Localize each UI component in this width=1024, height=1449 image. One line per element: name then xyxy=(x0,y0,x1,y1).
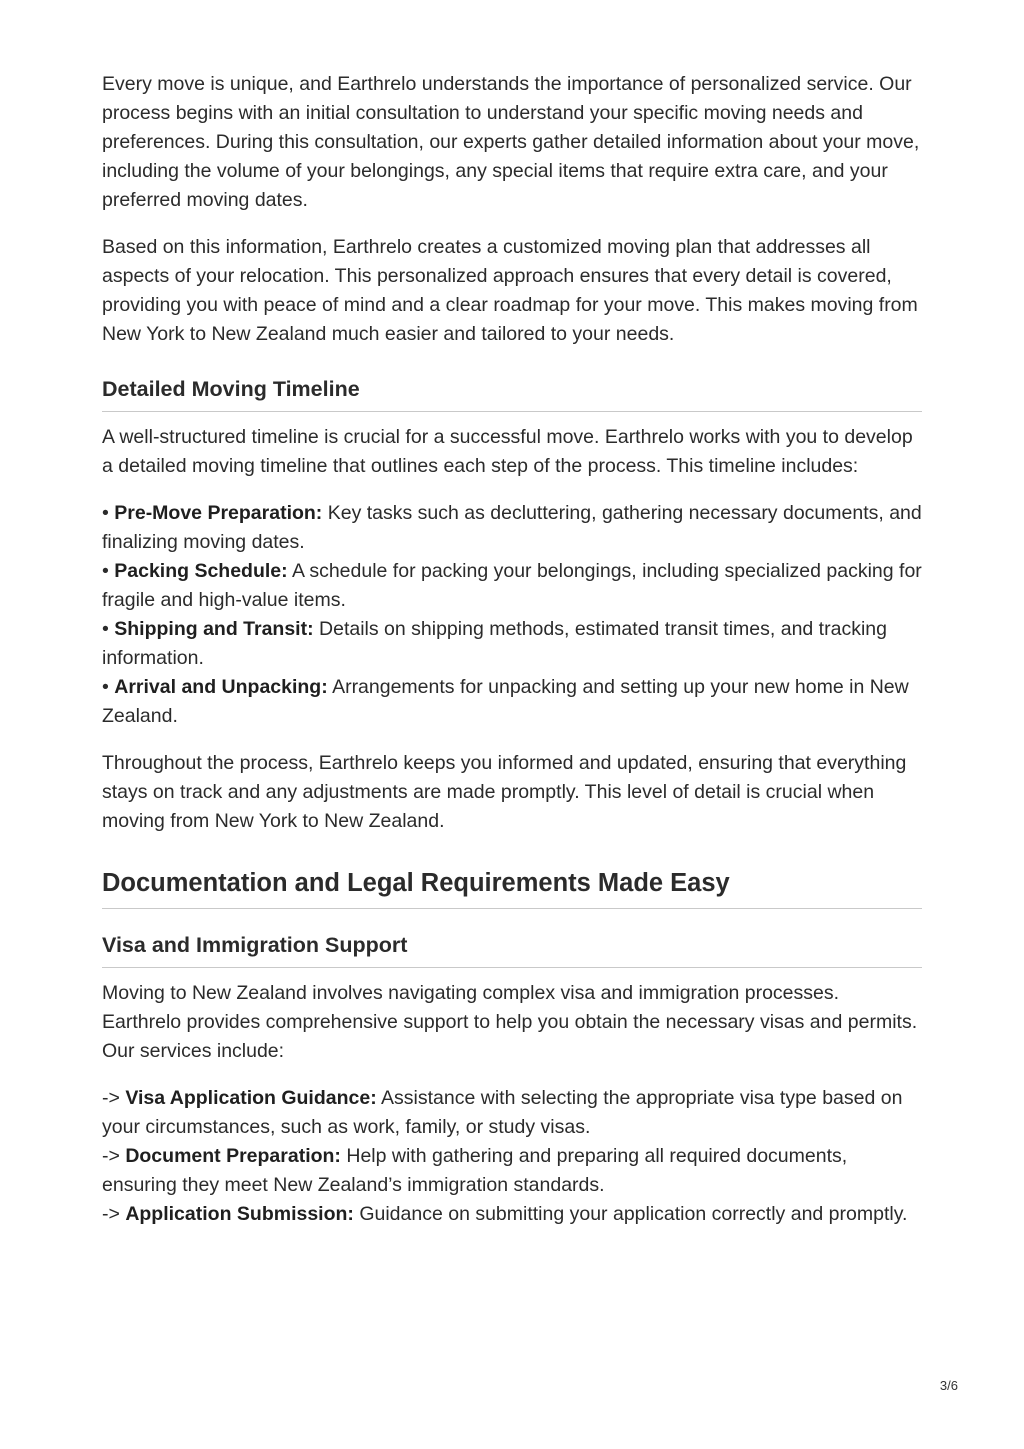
list-item-label: Visa Application Guidance: xyxy=(125,1087,377,1109)
timeline-list xyxy=(102,499,922,731)
heading-detailed-moving-timeline: Detailed Moving Timeline xyxy=(102,375,922,412)
list-item xyxy=(102,499,922,557)
bullet-marker: • xyxy=(102,618,109,640)
paragraph-visa-intro: Moving to New Zealand involves navigating complex visa and immigration processes. Earthrelo provides comprehensive support to help you obtain the necessary visas and permits. Our services include: xyxy=(102,982,918,1062)
list-item xyxy=(102,1084,922,1142)
list-item-text: Key tasks such as decluttering, gathering necessary documents, and finalizing moving dates. xyxy=(102,502,922,553)
paragraph-timeline-conclusion: Throughout the process, Earthrelo keeps you informed and updated, ensuring that everything stays on track and any adjustments are made promptly. This level of detail is crucial when moving from New York to New Zealand. xyxy=(102,752,907,832)
arrow-marker: -> xyxy=(102,1087,120,1109)
arrow-marker: -> xyxy=(102,1203,120,1225)
bullet-marker: • xyxy=(102,502,109,524)
heading-visa-immigration-support: Visa and Immigration Support xyxy=(102,931,922,968)
list-item-text: A schedule for packing your belongings, including specialized packing for fragile and high-value items. xyxy=(102,560,922,611)
list-item xyxy=(102,557,922,615)
document-body xyxy=(102,70,922,1247)
paragraph-timeline-intro: A well-structured timeline is crucial for a successful move. Earthrelo works with you to develop a detailed moving timeline that outlines each step of the process. This timeline includes: xyxy=(102,426,913,477)
list-item-label: Pre-Move Preparation: xyxy=(114,502,323,524)
bullet-marker: • xyxy=(102,676,109,698)
list-item-text: Assistance with selecting the appropriate visa type based on your circumstances, such as work, family, or study visas. xyxy=(102,1087,903,1138)
list-item xyxy=(102,673,922,731)
list-item xyxy=(102,1142,922,1200)
heading-documentation-legal: Documentation and Legal Requirements Made Easy xyxy=(102,866,922,909)
list-item-text: Details on shipping methods, estimated transit times, and tracking information. xyxy=(102,618,887,669)
visa-services-list xyxy=(102,1084,922,1229)
list-item-label: Document Preparation: xyxy=(125,1145,341,1167)
paragraph-consultation: Every move is unique, and Earthrelo understands the importance of personalized service. Our process begins with an initial consultation to understand your specific moving needs and preferences. During this consultation, our experts gather detailed information about your move, including the volume of your belongings, any special items that require extra care, and your preferred moving dates. xyxy=(102,73,920,211)
list-item xyxy=(102,615,922,673)
bullet-marker: • xyxy=(102,560,109,582)
list-item-label: Arrival and Unpacking: xyxy=(114,676,328,698)
page-number: 3/6 xyxy=(939,1378,958,1393)
list-item-label: Shipping and Transit: xyxy=(114,618,314,640)
list-item-text: Arrangements for unpacking and setting up your new home in New Zealand. xyxy=(102,676,909,727)
list-item-text: Guidance on submitting your application correctly and promptly. xyxy=(359,1203,908,1225)
list-item xyxy=(102,1200,922,1229)
paragraph-custom-plan: Based on this information, Earthrelo creates a customized moving plan that addresses all aspects of your relocation. This personalized approach ensures that every detail is covered, providing you with peace of mind and a clear roadmap for your move. This makes moving from New York to New Zealand much easier and tailored to your needs. xyxy=(102,236,918,345)
list-item-text: Help with gathering and preparing all required documents, ensuring they meet New Zealand’s immigration standards. xyxy=(102,1145,848,1196)
arrow-marker: -> xyxy=(102,1145,120,1167)
list-item-label: Application Submission: xyxy=(125,1203,354,1225)
list-item-label: Packing Schedule: xyxy=(114,560,288,582)
